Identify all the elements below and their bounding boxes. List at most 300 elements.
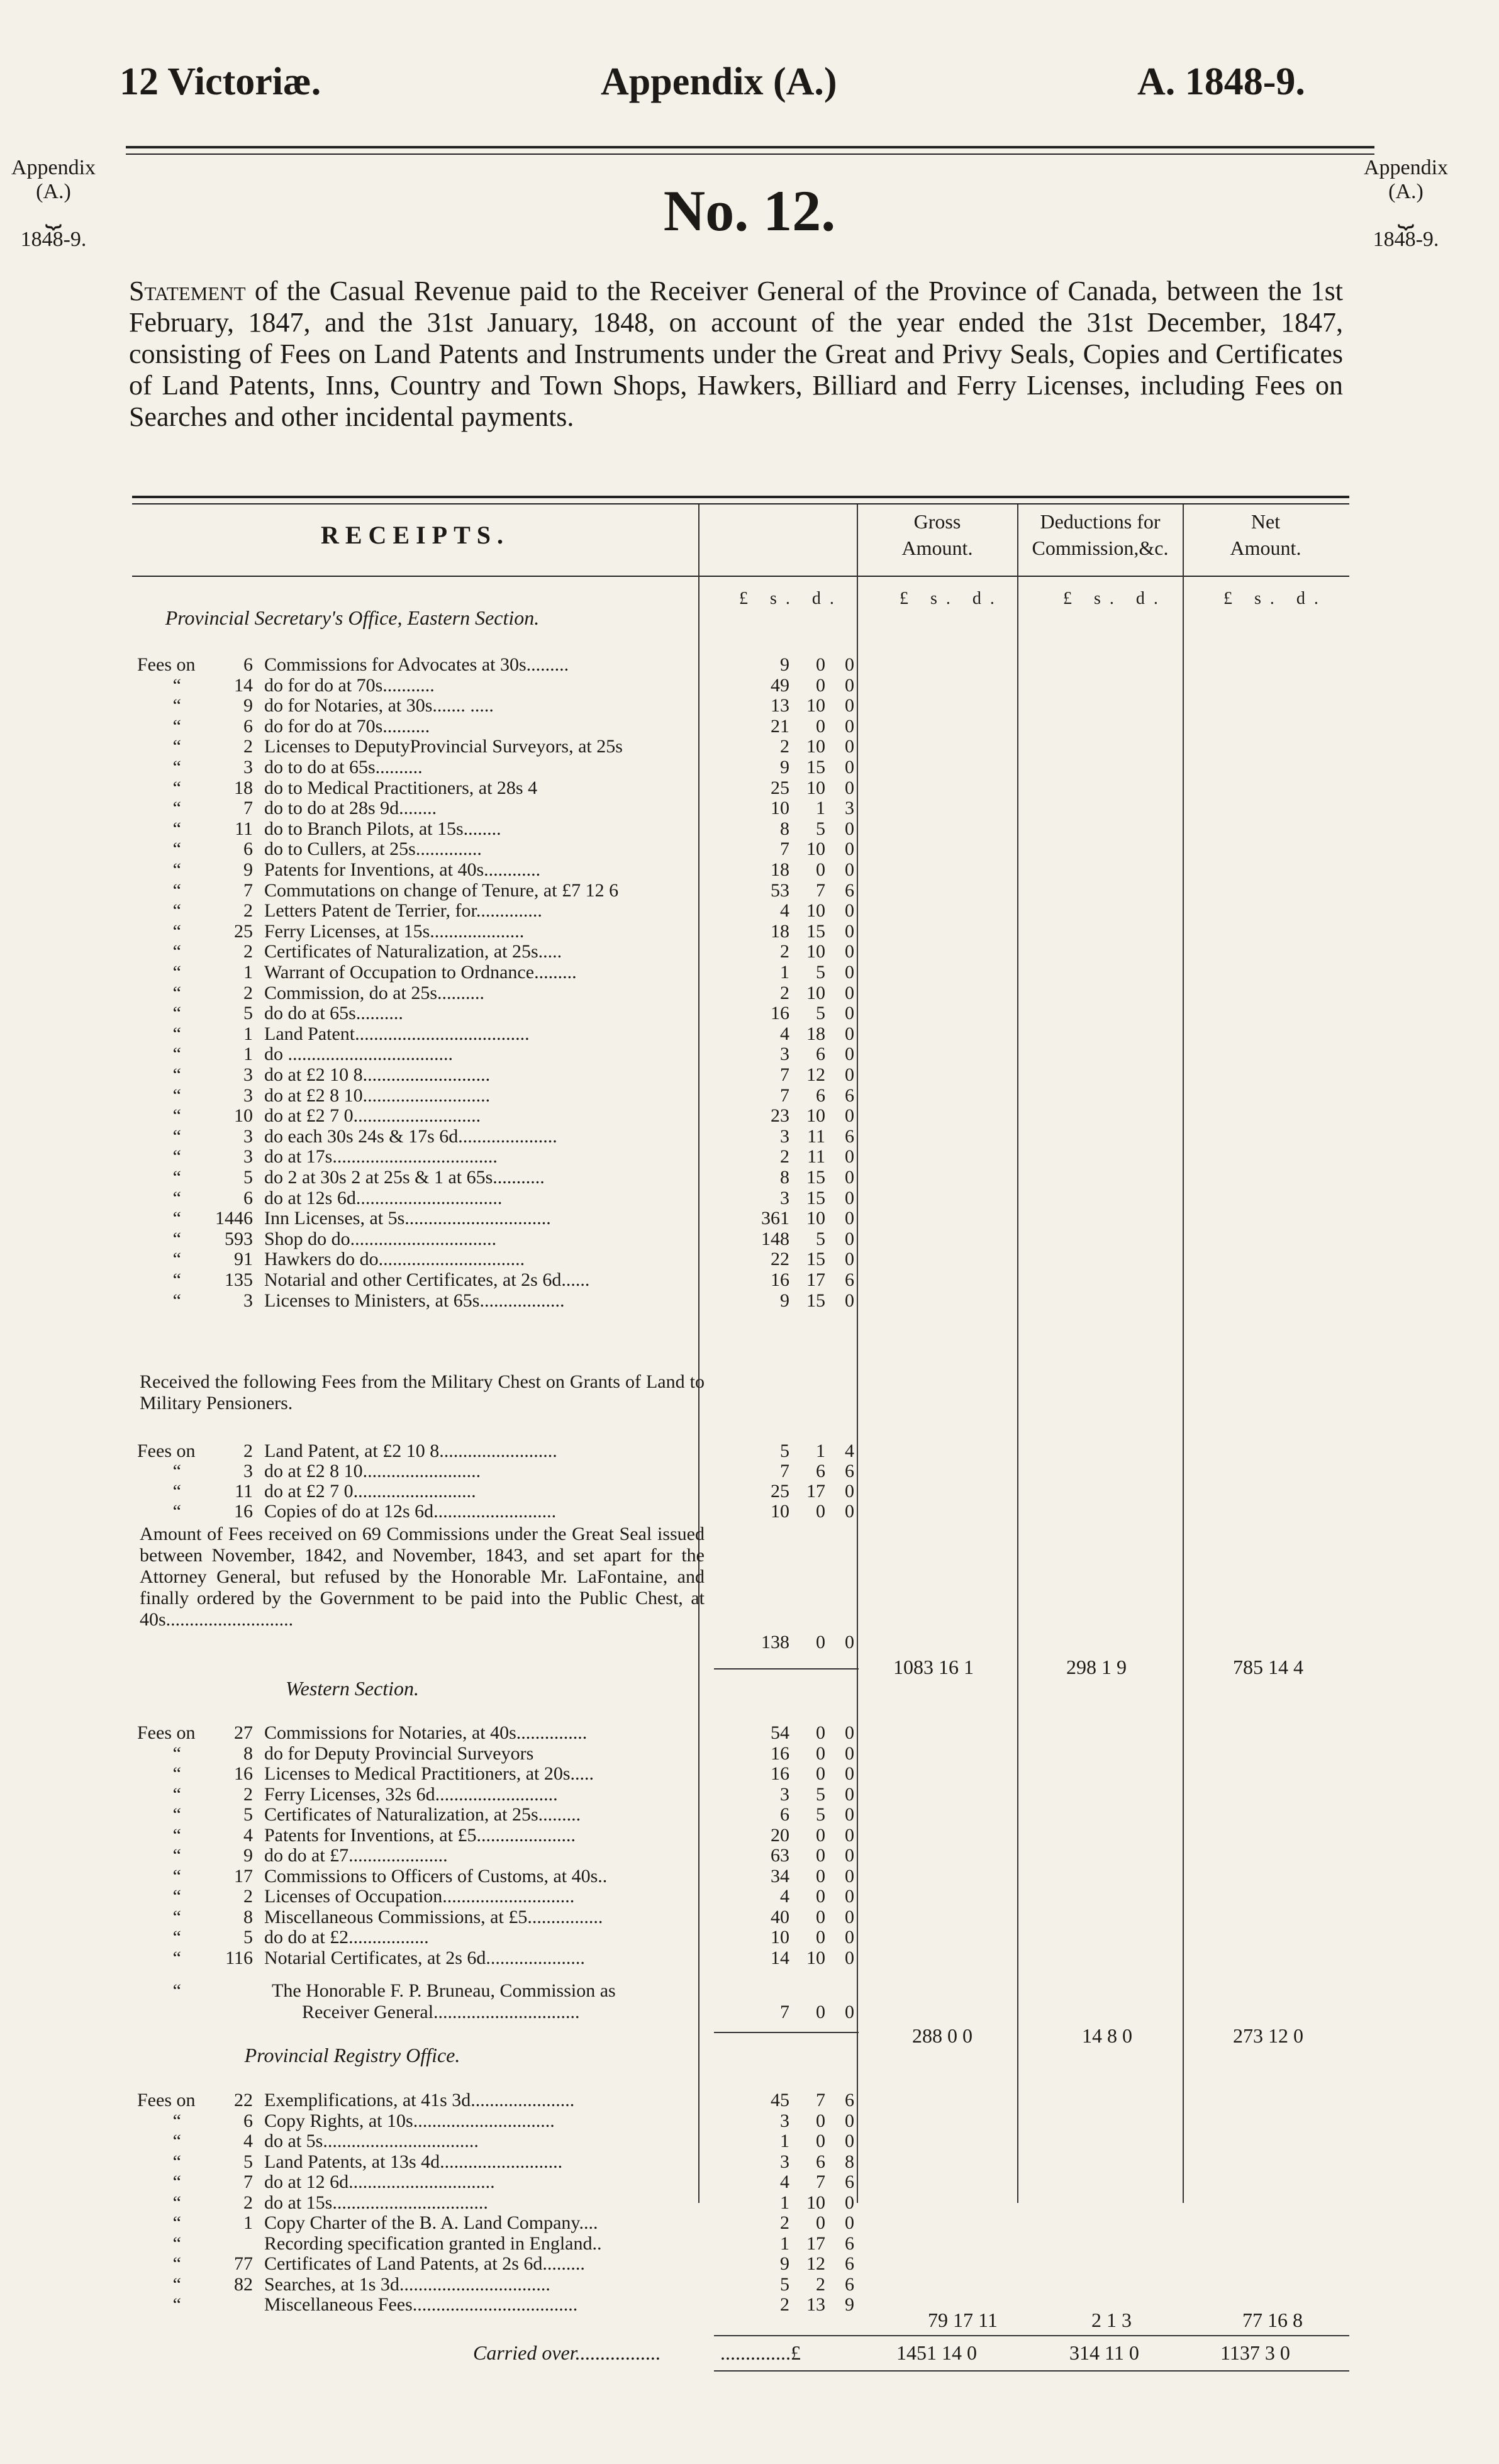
margin-left-brace: ⏟ bbox=[45, 198, 62, 228]
attorney-general-paragraph: Amount of Fees received on 69 Commissions under the Great Seal issued between November, 1842, and November, 1843, and set apart for the Attorney General, but refused by the Honorable Mr. LaFontaine, and finally ordered by the Government to be paid into the Public Chest, at 40s........................... bbox=[140, 1524, 705, 1630]
amount-pence: 0 bbox=[845, 1481, 854, 1502]
amount-shillings: 0 bbox=[816, 654, 825, 675]
amount-shillings: 15 bbox=[806, 1290, 825, 1311]
ledger-row bbox=[0, 941, 1499, 962]
row-quantity: 5 bbox=[243, 1167, 253, 1188]
deductions-heading-2: Commission,&c. bbox=[1032, 537, 1169, 559]
row-description: do for Deputy Provincial Surveyors bbox=[264, 1742, 534, 1764]
amount-pence: 8 bbox=[845, 2151, 854, 2172]
ledger-row bbox=[0, 1105, 1499, 1127]
row-quantity: 6 bbox=[243, 2110, 253, 2131]
amount-shillings: 5 bbox=[816, 1783, 825, 1805]
amount-pence: 0 bbox=[845, 1927, 854, 1948]
row-prefix: “ bbox=[172, 1906, 181, 1927]
amount-pence: 0 bbox=[845, 1105, 854, 1127]
row-prefix: “ bbox=[172, 1845, 181, 1866]
row-quantity: 116 bbox=[225, 1947, 253, 1968]
amount-shillings: 18 bbox=[806, 1023, 825, 1044]
registry-net-total: 77 16 8 bbox=[1242, 2309, 1303, 2331]
row-quantity: 1 bbox=[243, 1023, 253, 1044]
ledger-row bbox=[0, 1927, 1499, 1948]
amount-pounds: 7 bbox=[780, 1461, 789, 1481]
amount-shillings: 6 bbox=[816, 2151, 825, 2172]
row-description: do ................................... bbox=[264, 1044, 453, 1065]
net-heading bbox=[1184, 508, 1347, 561]
amount-shillings: 0 bbox=[816, 1906, 825, 1927]
row-quantity: 91 bbox=[234, 1249, 253, 1270]
amount-pence: 0 bbox=[845, 859, 854, 880]
ledger-row bbox=[0, 1188, 1499, 1209]
amount-shillings: 10 bbox=[806, 1105, 825, 1127]
military-paragraph: Received the following Fees from the Military Chest on Grants of Land to Military Pensioners. bbox=[140, 1371, 705, 1413]
row-prefix: “ bbox=[172, 2110, 181, 2131]
row-quantity: 1446 bbox=[215, 1208, 253, 1229]
amount-pence: 0 bbox=[845, 1501, 854, 1522]
ledger-row bbox=[0, 1743, 1499, 1764]
row-prefix: “ bbox=[172, 879, 181, 901]
amount-pence: 6 bbox=[845, 879, 854, 901]
money-heading-ded: £ s. d. bbox=[1063, 589, 1167, 608]
ledger-row bbox=[0, 1886, 1499, 1907]
ledger-row bbox=[0, 1085, 1499, 1107]
eastern-subtotal-rule bbox=[714, 1668, 859, 1670]
deductions-heading bbox=[1018, 508, 1182, 561]
row-quantity: 10 bbox=[234, 1105, 253, 1127]
amount-shillings: 10 bbox=[806, 2192, 825, 2213]
amount-pounds: 9 bbox=[780, 757, 789, 778]
row-prefix: “ bbox=[172, 1228, 181, 1249]
row-description: Commission, do at 25s.......... bbox=[264, 982, 485, 1003]
row-quantity: 2 bbox=[243, 941, 253, 962]
amount-shillings: 5 bbox=[816, 1228, 825, 1249]
row-quantity: 2 bbox=[243, 1441, 253, 1461]
registry-deductions-total: 2 1 3 bbox=[1091, 2309, 1132, 2331]
amount-pounds: 7 bbox=[780, 1084, 789, 1106]
row-quantity: 1 bbox=[243, 2212, 253, 2233]
amount-pounds: 4 bbox=[780, 1023, 789, 1044]
row-description: Notarial Certificates, at 2s 6d..................... bbox=[264, 1947, 585, 1968]
deductions-heading-1: Deductions for bbox=[1040, 510, 1161, 533]
registry-gross-total: 79 17 11 bbox=[928, 2309, 998, 2331]
row-description: Patents for Inventions, at 40s............ bbox=[264, 859, 541, 880]
row-quantity: 5 bbox=[243, 1804, 253, 1825]
row-quantity: 6 bbox=[243, 839, 253, 860]
row-prefix: “ bbox=[172, 2171, 181, 2192]
amount-pence: 6 bbox=[845, 1269, 854, 1290]
amount-pounds: 3 bbox=[780, 1125, 789, 1147]
row-quantity: 7 bbox=[243, 798, 253, 819]
row-description: Copy Rights, at 10s.............................. bbox=[264, 2110, 555, 2131]
amount-shillings: 0 bbox=[816, 1763, 825, 1784]
amount-pounds: 4 bbox=[780, 2171, 789, 2192]
row-description: do at 15s................................. bbox=[264, 2192, 488, 2213]
amount-pounds: 8 bbox=[780, 818, 789, 839]
amount-shillings: 0 bbox=[816, 2002, 825, 2022]
row-prefix: “ bbox=[172, 1105, 181, 1127]
amount-pounds: 10 bbox=[771, 1927, 789, 1948]
ledger-row bbox=[0, 1064, 1499, 1086]
amount-pence: 6 bbox=[845, 1461, 854, 1481]
row-description: do at 5s................................. bbox=[264, 2131, 479, 2151]
ledger-row bbox=[0, 1249, 1499, 1270]
money-heading-sub: £ s. d. bbox=[739, 589, 843, 608]
row-quantity: 3 bbox=[243, 1146, 253, 1168]
row-description: do to do at 65s.......... bbox=[264, 757, 423, 778]
amount-shillings: 10 bbox=[806, 695, 825, 716]
amount-shillings: 11 bbox=[807, 1146, 825, 1168]
row-description: do at 17s................................... bbox=[264, 1146, 498, 1168]
row-prefix: “ bbox=[172, 1481, 181, 1502]
amount-pounds: 1 bbox=[780, 962, 789, 983]
amount-pounds: 361 bbox=[761, 1208, 789, 1229]
row-prefix: “ bbox=[172, 1023, 181, 1044]
row-quantity: 5 bbox=[243, 2151, 253, 2172]
ledger-row bbox=[0, 1461, 1499, 1482]
ledger-row bbox=[0, 2212, 1499, 2234]
row-description: Searches, at 1s 3d................................ bbox=[264, 2273, 550, 2295]
ledger-row bbox=[0, 778, 1499, 799]
amount-shillings: 0 bbox=[816, 1845, 825, 1866]
row-quantity: 3 bbox=[243, 1125, 253, 1147]
amount-pence: 0 bbox=[845, 1742, 854, 1764]
ledger-row bbox=[0, 1501, 1499, 1522]
row-prefix: “ bbox=[172, 2294, 181, 2315]
row-quantity: 6 bbox=[243, 715, 253, 737]
amount-shillings: 1 bbox=[816, 1441, 825, 1461]
amount-pence: 0 bbox=[845, 1208, 854, 1229]
row-prefix: “ bbox=[172, 1146, 181, 1168]
row-quantity: 2 bbox=[243, 982, 253, 1003]
row-prefix: “ bbox=[172, 859, 181, 880]
row-prefix: “ bbox=[172, 715, 181, 737]
gross-heading-1: Gross bbox=[913, 510, 961, 533]
amount-shillings: 0 bbox=[816, 1742, 825, 1764]
western-bruneau-line1 bbox=[0, 1980, 1499, 2002]
amount-pence: 9 bbox=[845, 2294, 854, 2315]
amount-pounds: 138 bbox=[761, 1632, 789, 1653]
row-quantity: 5 bbox=[243, 1927, 253, 1948]
amount-pence: 0 bbox=[845, 1167, 854, 1188]
row-quantity: 82 bbox=[234, 2273, 253, 2295]
amount-pounds: 13 bbox=[771, 695, 789, 716]
amount-shillings: 0 bbox=[816, 2110, 825, 2131]
amount-pounds: 3 bbox=[780, 1044, 789, 1065]
western-gross-total: 288 0 0 bbox=[912, 2024, 972, 2047]
row-quantity: 4 bbox=[243, 2131, 253, 2151]
amount-pence: 0 bbox=[845, 1187, 854, 1208]
row-prefix: “ bbox=[172, 1947, 181, 1968]
row-prefix: “ bbox=[172, 1742, 181, 1764]
row-description: do do at 65s.......... bbox=[264, 1003, 403, 1024]
row-prefix: “ bbox=[172, 1167, 181, 1188]
amount-shillings: 10 bbox=[806, 941, 825, 962]
row-description: Miscellaneous Commissions, at £5................ bbox=[264, 1906, 603, 1927]
amount-pounds: 5 bbox=[780, 1441, 789, 1461]
row-quantity: 2 bbox=[243, 900, 253, 922]
row-prefix: “ bbox=[172, 920, 181, 942]
net-heading-1: Net bbox=[1251, 510, 1281, 533]
amount-pence: 0 bbox=[845, 1763, 854, 1784]
ledger-row bbox=[0, 1167, 1499, 1188]
row-description: Commissions for Notaries, at 40s............... bbox=[264, 1722, 588, 1743]
row-prefix: “ bbox=[172, 1003, 181, 1024]
amount-pounds: 1 bbox=[780, 2192, 789, 2213]
row-prefix: “ bbox=[172, 695, 181, 716]
row-description: Notarial and other Certificates, at 2s 6d...... bbox=[264, 1269, 590, 1290]
row-quantity: 3 bbox=[243, 1084, 253, 1106]
row-description: do at 12 6d............................... bbox=[264, 2171, 495, 2192]
row-description: do for do at 70s.......... bbox=[264, 715, 430, 737]
row-description: do to Cullers, at 25s.............. bbox=[264, 839, 482, 860]
row-description: do 2 at 30s 2 at 25s & 1 at 65s........... bbox=[264, 1167, 545, 1188]
row-quantity: 9 bbox=[243, 1845, 253, 1866]
row-description: do at £2 10 8........................... bbox=[264, 1064, 491, 1085]
ledger-row bbox=[0, 2192, 1499, 2214]
amount-pence: 6 bbox=[845, 2253, 854, 2274]
amount-shillings: 15 bbox=[806, 1249, 825, 1270]
ledger-row bbox=[0, 1763, 1499, 1785]
amount-pounds: 34 bbox=[771, 1865, 789, 1887]
row-prefix: “ bbox=[172, 2151, 181, 2172]
row-quantity: 1 bbox=[243, 1044, 253, 1065]
row-description: do each 30s 24s & 17s 6d..................... bbox=[264, 1125, 557, 1147]
margin-right-a: (A.) bbox=[1388, 180, 1424, 203]
amount-pence: 0 bbox=[845, 900, 854, 922]
row-description: Recording specification granted in England.. bbox=[264, 2233, 602, 2254]
row-prefix: “ bbox=[172, 1886, 181, 1907]
row-prefix: “ bbox=[172, 1980, 181, 2001]
row-prefix: “ bbox=[172, 1763, 181, 1784]
amount-pence: 0 bbox=[845, 2212, 854, 2233]
amount-pounds: 14 bbox=[771, 1947, 789, 1968]
amount-pounds: 8 bbox=[780, 1167, 789, 1188]
amount-pounds: 148 bbox=[761, 1228, 789, 1249]
receipts-heading: RECEIPTS. bbox=[320, 521, 510, 549]
row-description: Hawkers do do............................... bbox=[264, 1249, 525, 1270]
row-prefix: “ bbox=[172, 1461, 181, 1481]
amount-pence: 6 bbox=[845, 2171, 854, 2192]
row-prefix: “ bbox=[172, 1824, 181, 1846]
amount-pence: 0 bbox=[845, 962, 854, 983]
amount-pence: 6 bbox=[845, 2273, 854, 2295]
row-description: do at £2 8 10......................... bbox=[264, 1461, 481, 1481]
amount-pounds: 54 bbox=[771, 1722, 789, 1743]
amount-shillings: 0 bbox=[816, 1927, 825, 1948]
row-description: do at £2 7 0........................... bbox=[264, 1105, 481, 1127]
margin-right-brace: ⏟ bbox=[1397, 198, 1415, 228]
amount-shillings: 17 bbox=[806, 1481, 825, 1502]
ledger-row bbox=[0, 880, 1499, 901]
ledger-row bbox=[0, 1722, 1499, 1744]
amount-pounds: 4 bbox=[780, 900, 789, 922]
ledger-row bbox=[0, 983, 1499, 1004]
row-quantity: 3 bbox=[243, 757, 253, 778]
amount-pence: 0 bbox=[845, 941, 854, 962]
table-rule-top bbox=[132, 496, 1349, 498]
amount-shillings: 5 bbox=[816, 962, 825, 983]
amount-shillings: 15 bbox=[806, 757, 825, 778]
row-description: do do at £7..................... bbox=[264, 1845, 448, 1866]
amount-pounds: 3 bbox=[780, 1783, 789, 1805]
ledger-row bbox=[0, 757, 1499, 778]
amount-shillings: 7 bbox=[816, 879, 825, 901]
amount-pence: 0 bbox=[845, 757, 854, 778]
row-description: Commissions to Officers of Customs, at 40s.. bbox=[264, 1865, 608, 1887]
row-prefix: “ bbox=[172, 777, 181, 798]
row-description: Copies of do at 12s 6d.......................... bbox=[264, 1501, 557, 1522]
row-prefix: “ bbox=[172, 1187, 181, 1208]
ledger-row bbox=[0, 1023, 1499, 1045]
amount-pence: 0 bbox=[845, 1824, 854, 1846]
table-header-rule bbox=[132, 576, 1349, 577]
amount-shillings: 15 bbox=[806, 1187, 825, 1208]
amount-pounds: 18 bbox=[771, 920, 789, 942]
ledger-row bbox=[0, 695, 1499, 716]
row-description: do do at £2................. bbox=[264, 1927, 429, 1948]
row-description: Licenses to Medical Practitioners, at 20s..... bbox=[264, 1763, 594, 1784]
row-description: Commissions for Advocates at 30s......... bbox=[264, 654, 569, 675]
amount-shillings: 2 bbox=[816, 2273, 825, 2295]
row-quantity: 1 bbox=[243, 962, 253, 983]
row-prefix: “ bbox=[172, 900, 181, 922]
ledger-row bbox=[0, 1229, 1499, 1250]
ledger-row bbox=[0, 1208, 1499, 1229]
row-prefix: “ bbox=[172, 2212, 181, 2233]
carried-dots: ..............£ bbox=[720, 2341, 801, 2364]
row-description: The Honorable F. P. Bruneau, Commission as bbox=[272, 1980, 616, 2001]
row-description: Shop do do............................... bbox=[264, 1228, 497, 1249]
amount-pounds: 3 bbox=[780, 1187, 789, 1208]
row-description: Land Patents, at 13s 4d.......................... bbox=[264, 2151, 563, 2172]
amount-pence: 0 bbox=[845, 695, 854, 716]
attorney-general-amount bbox=[0, 1632, 1499, 1653]
amount-pounds: 2 bbox=[780, 1146, 789, 1168]
row-quantity: 16 bbox=[234, 1763, 253, 1784]
ledger-row bbox=[0, 2131, 1499, 2152]
amount-pounds: 22 bbox=[771, 1249, 789, 1270]
header-center: Appendix (A.) bbox=[601, 60, 837, 103]
row-prefix: “ bbox=[172, 1927, 181, 1948]
amount-pence: 0 bbox=[845, 1947, 854, 1968]
row-description: do to do at 28s 9d........ bbox=[264, 798, 437, 819]
amount-shillings: 17 bbox=[806, 2233, 825, 2254]
row-quantity: 11 bbox=[235, 1481, 253, 1502]
amount-shillings: 10 bbox=[806, 777, 825, 798]
ledger-row bbox=[0, 1907, 1499, 1928]
amount-shillings: 15 bbox=[806, 1167, 825, 1188]
western-subtotal-rule bbox=[714, 2032, 859, 2033]
row-quantity: 9 bbox=[243, 859, 253, 880]
row-prefix: “ bbox=[172, 1208, 181, 1229]
amount-pounds: 16 bbox=[771, 1269, 789, 1290]
margin-left-a: (A.) bbox=[36, 180, 71, 203]
statement-text: of the Casual Revenue paid to the Receiver General of the Province of Canada, between the 1st February, 1847, and the 31st January, 1848, on account of the year ended the 31st December, 1847, consisting of Fees on Land Patents and Instruments under the Great and Privy Seals, Copies and Certificates of Land Patents, Inns, Country and Town Shops, Hawkers, Billiard and Ferry Licenses, including Fees on Searches and other incidental payments. bbox=[129, 276, 1344, 432]
eastern-deductions-total: 298 1 9 bbox=[1066, 1656, 1127, 1678]
row-prefix: “ bbox=[172, 941, 181, 962]
row-description: Copy Charter of the B. A. Land Company.... bbox=[264, 2212, 598, 2233]
row-quantity: 2 bbox=[243, 1783, 253, 1805]
ledger-row bbox=[0, 2274, 1499, 2295]
row-quantity: 11 bbox=[235, 818, 253, 839]
row-description: do to Medical Practitioners, at 28s 4 bbox=[264, 777, 538, 798]
amount-pounds: 2 bbox=[780, 941, 789, 962]
amount-pounds: 63 bbox=[771, 1845, 789, 1866]
amount-pence: 4 bbox=[845, 1441, 854, 1461]
carried-label: Carried over................. bbox=[473, 2341, 661, 2364]
row-prefix: “ bbox=[172, 1865, 181, 1887]
row-prefix: “ bbox=[172, 1249, 181, 1270]
amount-shillings: 6 bbox=[816, 1461, 825, 1481]
amount-pounds: 21 bbox=[771, 715, 789, 737]
row-prefix: “ bbox=[172, 1783, 181, 1805]
row-prefix: “ bbox=[172, 1804, 181, 1825]
row-quantity: 3 bbox=[243, 1064, 253, 1085]
amount-pence: 0 bbox=[845, 818, 854, 839]
amount-shillings: 10 bbox=[806, 982, 825, 1003]
amount-shillings: 0 bbox=[816, 2212, 825, 2233]
section-western: Western Section. bbox=[285, 1677, 420, 1700]
ledger-row bbox=[0, 2151, 1499, 2173]
amount-shillings: 11 bbox=[807, 1125, 825, 1147]
amount-pence: 0 bbox=[845, 1722, 854, 1743]
row-quantity: 17 bbox=[234, 1865, 253, 1887]
row-quantity: 6 bbox=[243, 1187, 253, 1208]
ledger-row bbox=[0, 1845, 1499, 1866]
row-prefix: “ bbox=[172, 2273, 181, 2295]
amount-pence: 6 bbox=[845, 2233, 854, 2254]
row-quantity: 6 bbox=[243, 654, 253, 675]
amount-pounds: 40 bbox=[771, 1906, 789, 1927]
ledger-row bbox=[0, 1948, 1499, 1969]
row-description: Land Patent..................................... bbox=[264, 1023, 530, 1044]
amount-pence: 0 bbox=[845, 1064, 854, 1085]
row-quantity: 22 bbox=[234, 2090, 253, 2110]
amount-shillings: 0 bbox=[816, 1501, 825, 1522]
amount-shillings: 13 bbox=[806, 2294, 825, 2315]
amount-pounds: 1 bbox=[780, 2233, 789, 2254]
amount-pounds: 6 bbox=[780, 1804, 789, 1825]
row-prefix: “ bbox=[172, 1501, 181, 1522]
western-bruneau-line2 bbox=[0, 2002, 1499, 2023]
amount-pence: 0 bbox=[845, 777, 854, 798]
amount-pence: 0 bbox=[845, 920, 854, 942]
ledger-row bbox=[0, 1866, 1499, 1887]
ledger-row bbox=[0, 818, 1499, 840]
row-prefix: “ bbox=[172, 2192, 181, 2213]
row-quantity: 9 bbox=[243, 695, 253, 716]
amount-pence: 6 bbox=[845, 1084, 854, 1106]
amount-pence: 0 bbox=[845, 1783, 854, 1805]
amount-shillings: 0 bbox=[816, 1632, 825, 1653]
carried-rule-top bbox=[714, 2335, 1349, 2336]
amount-shillings: 10 bbox=[806, 736, 825, 757]
amount-shillings: 6 bbox=[816, 1044, 825, 1065]
row-prefix: “ bbox=[172, 2131, 181, 2151]
row-description: do at £2 7 0.......................... bbox=[264, 1481, 476, 1502]
ledger-row bbox=[0, 1003, 1499, 1024]
row-quantity: 3 bbox=[243, 1290, 253, 1311]
row-quantity: 18 bbox=[234, 777, 253, 798]
amount-pounds: 18 bbox=[771, 859, 789, 880]
ledger-row bbox=[0, 921, 1499, 942]
header-left: 12 Victoriæ. bbox=[120, 60, 321, 103]
row-description: do for do at 70s........... bbox=[264, 674, 435, 696]
amount-pounds: 4 bbox=[780, 1886, 789, 1907]
amount-pence: 0 bbox=[845, 736, 854, 757]
ledger-row bbox=[0, 1269, 1499, 1291]
amount-shillings: 17 bbox=[806, 1269, 825, 1290]
amount-shillings: 6 bbox=[816, 1084, 825, 1106]
